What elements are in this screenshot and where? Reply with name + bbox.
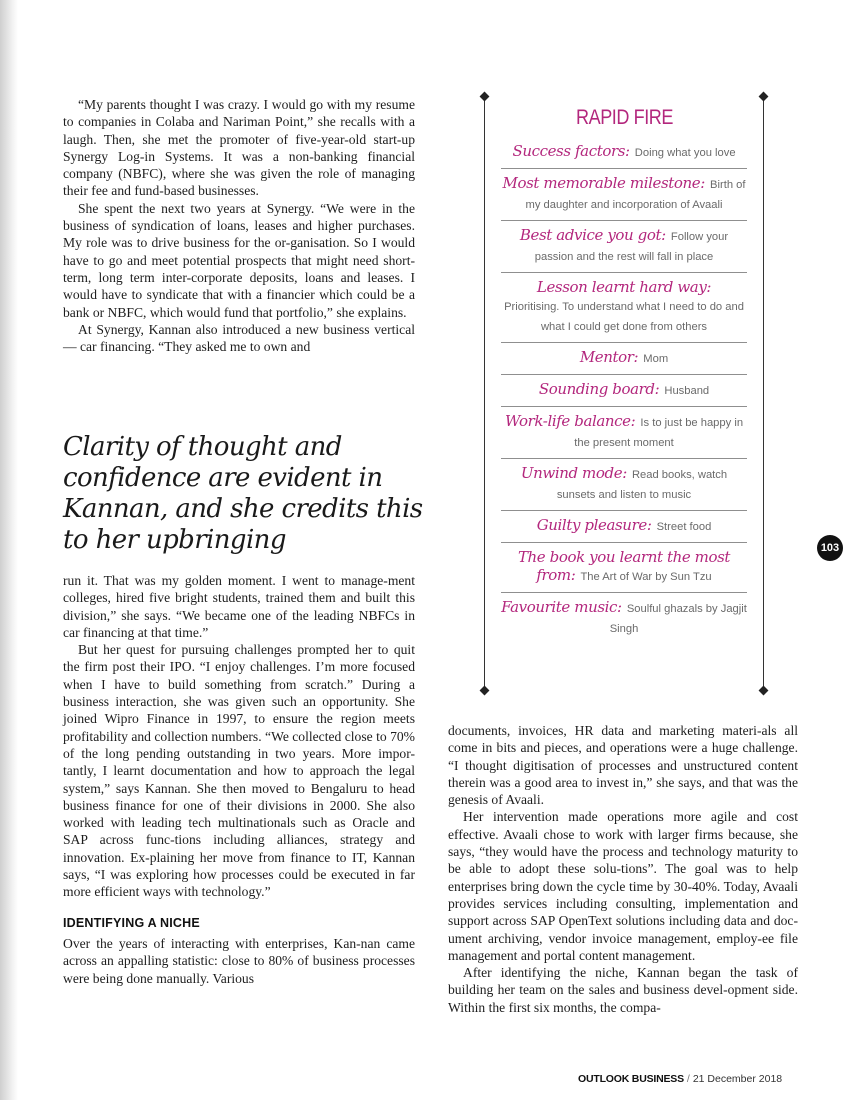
rapid-fire-answer: Is to just be happy in the present moment [574,417,744,449]
rapid-fire-item [501,374,747,406]
paragraph: Her intervention made operations more agile and cost effective. Avaali chose to work with larger firms because, she says, “they would have the process and technology maturity to be able to adopt these solu-tions”. The goal was to help enterprises bring down the cycle time by 30-40%. Today, Avaali provides services including consulting, implementation and support across SAP OpenText solutions including data and doc-ument archiving, vendor invoice management, employ-ee file management and portal content management. [448,809,798,963]
diamond-ornament-icon [480,92,490,102]
rapid-fire-answer: Prioritising. To understand what I need to do and what I could get done from others [504,301,744,333]
article-column-left-top [63,96,415,355]
box-rule-left [484,96,485,690]
rapid-fire-item [501,142,747,168]
diamond-ornament-icon [480,686,490,696]
section-heading: IDENTIFYING A NICHE [63,915,200,930]
rapid-fire-item [501,272,747,342]
rapid-fire-answer: Birth of my daughter and incorporation of Avaali [525,179,746,211]
rapid-fire-title: RAPID FIRE [575,106,674,129]
article-column-left-bottom [63,572,415,987]
rapid-fire-answer: Street food [656,521,712,533]
rapid-fire-item [501,458,747,510]
rapid-fire-question: Sounding board: [538,380,660,398]
paragraph: After identifying the niche, Kannan began the task of building her team on the sales and business devel-opment side. Within the first six months, the compa- [448,965,798,1015]
rapid-fire-answer: Doing what you love [634,147,736,159]
box-rule-right [763,96,764,690]
page-gutter-shadow [0,0,18,1100]
rapid-fire-item [501,220,747,272]
rapid-fire-answer: Husband [664,385,710,397]
rapid-fire-question: The book you learnt the most from: [517,548,731,584]
rapid-fire-answer: Follow your passion and the rest will fall in place [534,231,729,263]
publication-name: OUTLOOK BUSINESS [578,1073,684,1085]
page-footer [578,1073,818,1085]
rapid-fire-list [501,142,747,644]
rapid-fire-item [501,592,747,644]
rapid-fire-question: Favourite music: [501,598,622,616]
paragraph: She spent the next two years at Synergy. “We were in the business of syndication of loans, leases and higher purchases. My role was to drive business for the or-ganisation. So I would have to go and meet potential prospects that might need short-term, long term inter-corporate deposits, loans and leases. I would have to syndicate that with a financier which could be a bank or NBFC, which would fund that portfolio,” she explains. [63,200,415,320]
paragraph: At Synergy, Kannan also introduced a new business vertical — car financing. “They asked me to own and [63,321,415,355]
rapid-fire-item [501,342,747,374]
rapid-fire-question: Success factors: [512,142,630,160]
rapid-fire-answer: The Art of War by Sun Tzu [580,571,712,583]
rapid-fire-question: Guilty pleasure: [536,516,652,534]
rapid-fire-answer: Soulful ghazals by Jagjit Singh [609,603,747,635]
rapid-fire-question: Lesson learnt hard way: [536,278,712,296]
issue-date: 21 December 2018 [692,1073,783,1085]
rapid-fire-question: Best advice you got: [519,226,666,244]
paragraph: Over the years of interacting with enterprises, Kan-nan came across an appalling statistic: close to 80% of business processes were being done manually. Various [63,935,415,986]
rapid-fire-item [501,542,747,592]
diamond-ornament-icon [759,686,769,696]
paragraph: run it. That was my golden moment. I went to manage-ment colleges, hired five bright students, trained them and built this division,” she says. “We became one of the leading NBFCs in car financing at that time.” [63,573,415,640]
rapid-fire-question: Most memorable milestone: [502,174,705,192]
rapid-fire-item [501,406,747,458]
rapid-fire-item [501,168,747,220]
paragraph: But her quest for pursuing challenges prompted her to quit the firm post their IPO. “I enjoy challenges. I’m more focused when I have to build something from scratch.” During a business interaction, she was given such an opportunity. She joined Wipro Finance in 1997, to ensure the region meets profitability and collection numbers. “We collected close to 70% of the long pending outstanding in two years. More impor-tantly, I learnt documentation and how to approach the legal system,” says Kannan. She then moved to Bengaluru to head business finance for one of their divisions in 2000. She also worked with leading tech multinationals such as Oracle and SAP across func-tions including alliances, strategy and innovation. Ex-plaining her move from finance to IT, Kannan says, “I was exploring how processes could be executed in far more efficient ways with technology.” [63,642,415,900]
rapid-fire-answer: Mom [643,353,669,365]
rapid-fire-box [477,88,769,703]
rapid-fire-question: Mentor: [579,348,639,366]
page-number-badge: 103 [817,535,843,561]
rapid-fire-answer: Read books, watch sunsets and listen to music [556,469,728,501]
diamond-ornament-icon [759,92,769,102]
article-column-right-bottom [448,722,798,1016]
paragraph: “My parents thought I was crazy. I would go with my resume to companies in Colaba and Nariman Point,” she recalls with a laugh. Then, she met the promoter of five-year-old start-up Synergy Log-in Systems. It was a non-banking financial company (NBFC), where she was given the role of managing their fee and fund-based businesses. [63,97,415,199]
rapid-fire-item [501,510,747,542]
rapid-fire-question: Work-life balance: [504,412,636,430]
rapid-fire-question: Unwind mode: [520,464,627,482]
footer-separator: / [686,1073,690,1085]
paragraph: documents, invoices, HR data and marketing materi-als all come in bits and pieces, and operations were a huge challenge. “I thought digitisation of processes and unstructured content therein was a good area to invest in,” she says, and that was the genesis of Avaali. [448,723,798,808]
pull-quote: Clarity of thought and confidence are evident in Kannan, and she credits this to her upbringing [63,432,423,555]
